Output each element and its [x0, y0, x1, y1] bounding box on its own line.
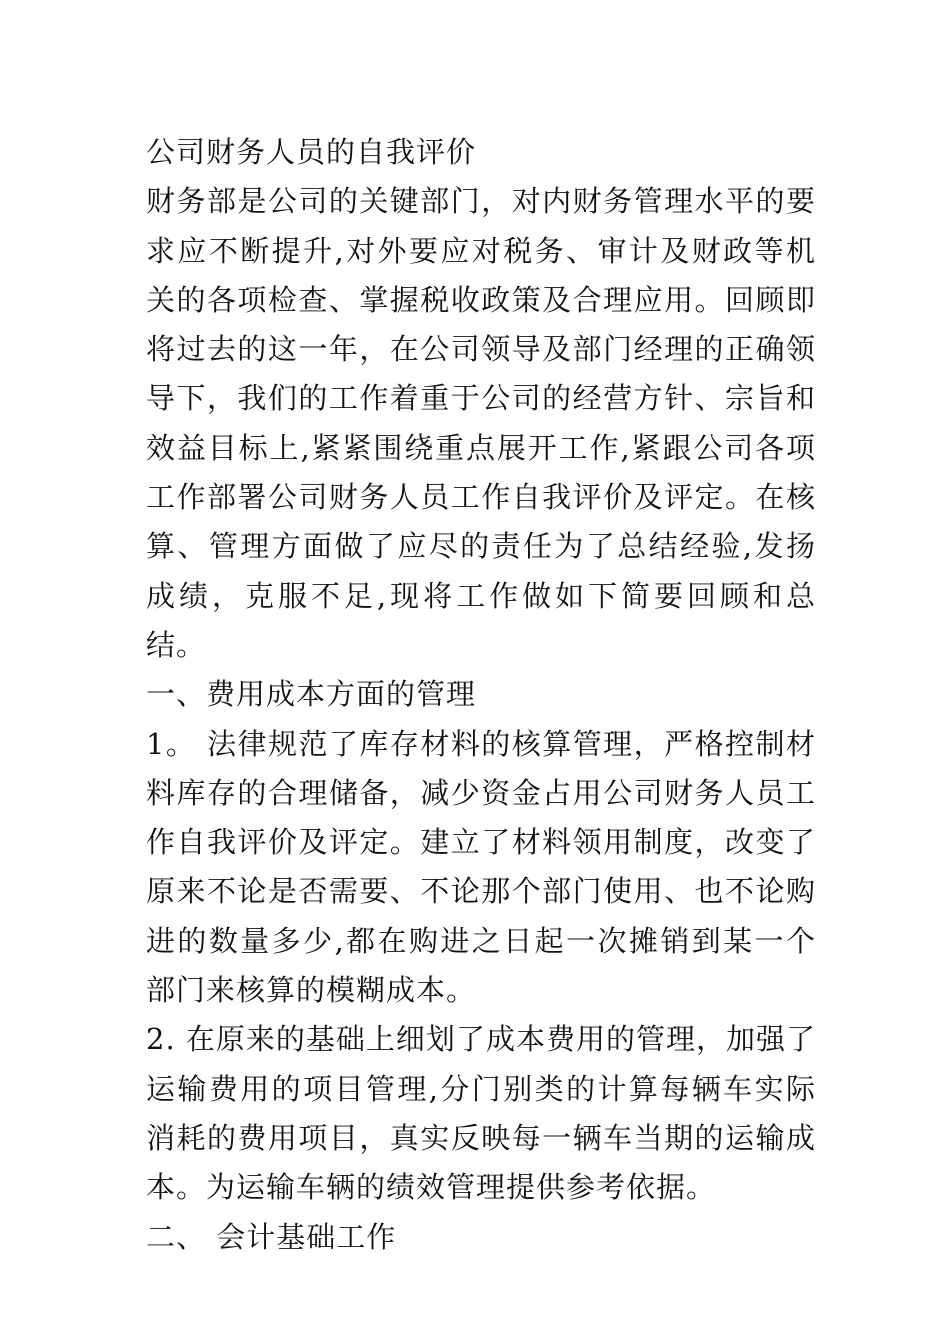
- section-heading-accounting-basics: 二、 会计基础工作: [146, 1219, 397, 1254]
- intro-paragraph: 财务部是公司的关键部门，对内财务管理水平的要求应不断提升,对外要应对税务、审计及财政等机关的各项检查、掌握税收政策及合理应用。回顾即将过去的这一年，在公司领导及部门经理的正确领导下，我们的工作着重于公司的经营方针、宗旨和效益目标上,紧紧围绕重点展开工作,紧跟公司各项工作部署公司财务人员工作自我评价及评定。在核算、管理方面做了应尽的责任为了总结经验,发扬成绩，克服不足,现将工作做如下简要回顾和总结。: [146, 184, 816, 662]
- section-heading-cost-management: 一、费用成本方面的管理: [146, 677, 477, 712]
- document-title: 公司财务人员的自我评价: [146, 135, 477, 169]
- list-item-inventory: 1。 法律规范了库存材料的核算管理，严格控制材料库存的合理储备，减少资金占用公司财务人员工作自我评价及评定。建立了材料领用制度，改变了原来不论是否需要、不论那个部门使用、也不论购进的数量多少,都在购进之日起一次摊销到某一个部门来核算的模糊成本。: [146, 726, 816, 1008]
- list-item-transport-costs: 2. 在原来的基础上细划了成本费用的管理，加强了运输费用的项目管理,分门别类的计算每辆车实际消耗的费用项目，真实反映每一辆车当期的运输成本。为运输车辆的绩效管理提供参考依据。: [146, 1022, 816, 1205]
- document-body: [146, 128, 816, 1262]
